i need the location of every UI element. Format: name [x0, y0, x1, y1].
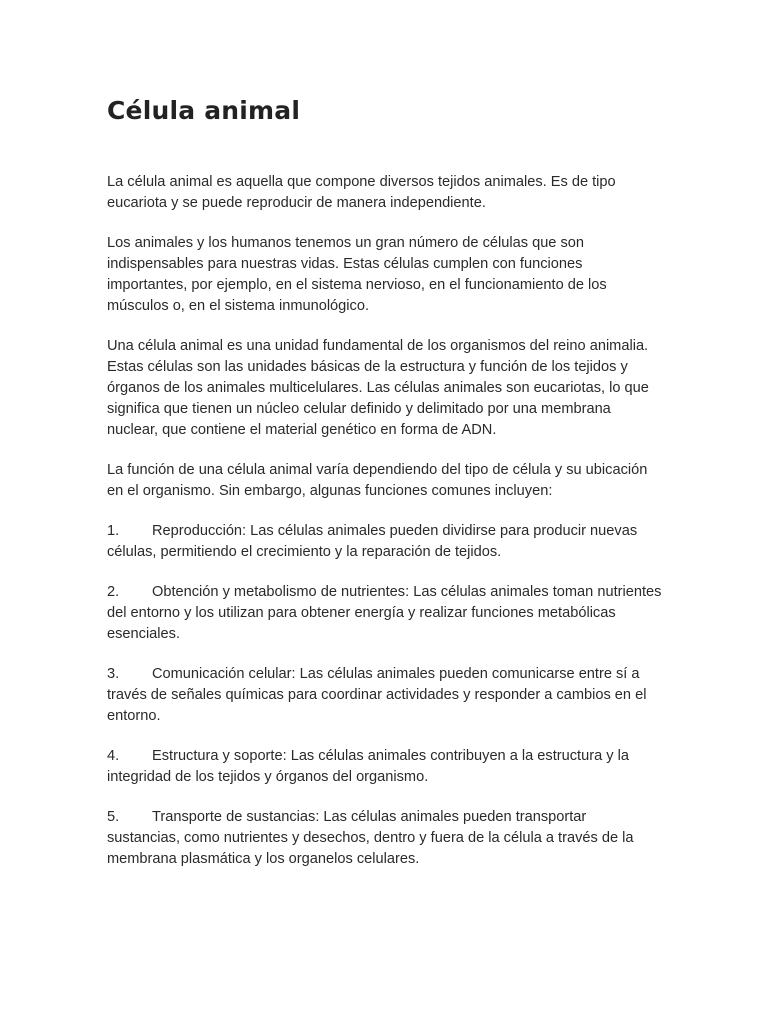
list-item-number: 3. — [107, 666, 120, 682]
paragraph-definition: Una célula animal es una unidad fundamental de los organismos del reino animalia. Estas células son las unidades básicas de la estructura y función de los tejidos y órganos de los animales multicelulares. Las células animales son eucariotas, lo que significa que tienen un núcleo celular definido y delimitado por una membrana nuclear, que contiene el material genético en forma de ADN. — [107, 338, 649, 438]
list-item-text: Obtención y metabolismo de nutrientes: Las células animales toman nutrientes del entorno y los utilizan para obtener energía y realizar funciones metabólicas esenciales. — [107, 584, 662, 642]
list-item-number: 5. — [107, 809, 120, 825]
list-item-text: Reproducción: Las células animales pueden dividirse para producir nuevas células, permitiendo el crecimiento y la reparación de tejidos. — [107, 523, 638, 560]
paragraph-functions-intro: La función de una célula animal varía dependiendo del tipo de célula y su ubicación en el organismo. Sin embargo, algunas funciones comunes incluyen: — [107, 462, 648, 499]
document-title: Célula animal — [107, 96, 301, 125]
list-item — [107, 521, 663, 563]
list-item-text: Transporte de sustancias: Las células animales pueden transportar sustancias, como nutrientes y desechos, dentro y fuera de la célula a través de la membrana plasmática y los organelos celulares. — [107, 809, 634, 867]
list-item — [107, 746, 663, 788]
list-item-number: 1. — [107, 523, 120, 539]
list-item-number: 2. — [107, 584, 120, 600]
list-item-number: 4. — [107, 748, 120, 764]
list-item — [107, 664, 663, 727]
document-body — [107, 172, 663, 889]
list-item — [107, 807, 663, 870]
list-item-text: Estructura y soporte: Las células animales contribuyen a la estructura y la integridad de los tejidos y órganos del organismo. — [107, 748, 629, 785]
list-item — [107, 582, 663, 645]
list-item-text: Comunicación celular: Las células animales pueden comunicarse entre sí a través de señales químicas para coordinar actividades y responder a cambios en el entorno. — [107, 666, 647, 724]
paragraph-importance: Los animales y los humanos tenemos un gran número de células que son indispensables para nuestras vidas. Estas células cumplen con funciones importantes, por ejemplo, en el sistema nervioso, en el funcionamiento de los músculos o, en el sistema inmunológico. — [107, 235, 607, 314]
paragraph-intro: La célula animal es aquella que compone diversos tejidos animales. Es de tipo eucariota y se puede reproducir de manera independiente. — [107, 174, 616, 211]
